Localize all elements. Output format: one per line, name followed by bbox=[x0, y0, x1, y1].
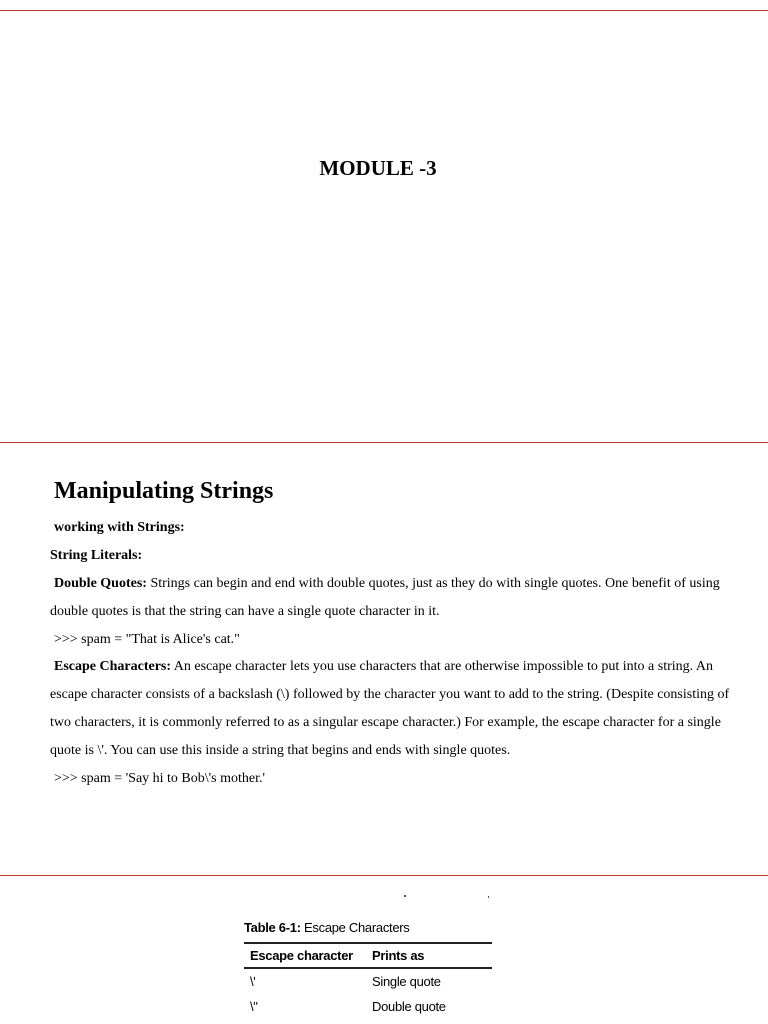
scan-speck bbox=[404, 895, 406, 897]
slide-divider-2 bbox=[0, 875, 768, 876]
escape-label: Escape Characters: bbox=[54, 659, 172, 675]
double-quotes-paragraph bbox=[50, 570, 740, 626]
table-cell: \" bbox=[250, 999, 258, 1014]
table-row bbox=[244, 968, 492, 994]
slide-divider-1 bbox=[0, 442, 768, 443]
table-caption-text: Escape Characters bbox=[300, 920, 410, 935]
table-cell: \' bbox=[250, 974, 256, 989]
scan-speck bbox=[488, 896, 489, 898]
escape-text: An escape character lets you use characters that are otherwise impossible to put into a string. An escape character consists of a backslash (\) followed by the character you want to add to the string. (Despite consisting of two characters, it is commonly referred to as a singular escape character.) For example, the escape character for a single quote is \'. You can use this inside a string that begins and ends with single quotes. bbox=[50, 659, 730, 758]
double-quotes-label: Double Quotes: bbox=[54, 576, 147, 591]
escape-paragraph bbox=[50, 653, 740, 764]
string-section bbox=[50, 476, 740, 792]
escape-characters-table bbox=[244, 918, 492, 1019]
table-caption bbox=[244, 918, 492, 938]
subheading: working with Strings: bbox=[54, 520, 185, 535]
table-header-row bbox=[244, 943, 492, 968]
table-cell: Single quote bbox=[372, 974, 441, 989]
table bbox=[244, 942, 492, 1019]
string-literals-label: String Literals: bbox=[50, 548, 143, 563]
module-title: MODULE -3 bbox=[319, 156, 437, 180]
top-rule bbox=[0, 10, 768, 11]
section-heading: Manipulating Strings bbox=[54, 478, 274, 504]
column-header-escape: Escape character bbox=[244, 943, 366, 968]
double-quotes-text: Strings can begin and end with double quotes, just as they do with single quotes. One benefit of using double quotes is that the string can have a single quote character in it. bbox=[50, 576, 720, 619]
table-row bbox=[244, 994, 492, 1019]
table-caption-number: Table 6-1: bbox=[244, 920, 301, 935]
table-cell: Double quote bbox=[372, 999, 446, 1014]
code-example-2: >>> spam = 'Say hi to Bob\'s mother.' bbox=[54, 770, 266, 786]
code-example-1: >>> spam = "That is Alice's cat." bbox=[54, 631, 240, 647]
column-header-prints-as: Prints as bbox=[366, 943, 492, 968]
